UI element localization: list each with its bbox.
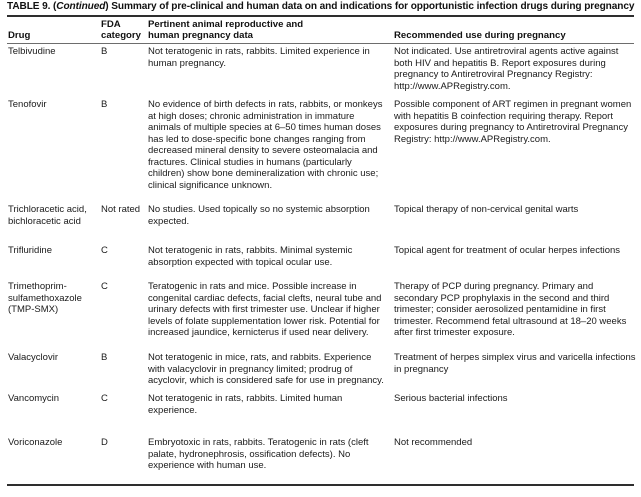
table-title-continued: Continued [56,1,106,12]
cell-drug: Voriconazole [8,437,63,448]
column-header-fda-line2: category [101,30,141,42]
cell-fda-category: B [101,99,108,110]
cell-recommended-use: Therapy of PCP during pregnancy. Primary and secondary PCP prophylaxis in the second and third trimester; consider aerosolized pentamidine in first trimester. Recommend fetal ultrasound at 18–20 weeks after first trimester exposure. [394,281,627,339]
column-header-pertinent-line1: Pertinent animal reproductive and [148,18,304,30]
cell-fda-category: C [101,281,108,292]
cell-pertinent-data: Not teratogenic in mice, rats, and rabbits. Experience with valacyclovir in pregnancy limited; prodrug of acyclovir, which is considered safe for use in pregnancy. [148,352,384,387]
cell-pertinent-data: Not teratogenic in rats, rabbits. Limited human experience. [148,393,343,416]
cell-drug: Trichloracetic acid, bichloracetic acid [8,204,87,227]
table-top-rule [7,15,634,17]
column-header-pertinent-line2: human pregnancy data [148,30,254,42]
cell-recommended-use: Topical agent for treatment of ocular herpes infections [394,245,621,256]
column-header-fda-line1: FDA [101,18,121,30]
cell-fda-category: B [101,46,108,57]
cell-pertinent-data: Not teratogenic in rats, rabbits. Limited experience in human pregnancy. [148,46,370,69]
table-bottom-rule [7,484,634,486]
cell-recommended-use: Not recommended [394,437,473,448]
cell-drug: Telbivudine [8,46,56,57]
cell-drug: Tenofovir [8,99,47,110]
cell-recommended-use: Serious bacterial infections [394,393,508,404]
column-header-pertinent [148,19,388,42]
cell-fda-category: D [101,437,108,448]
cell-drug: Valacyclovir [8,352,58,363]
column-header-recommended: Recommended use during pregnancy [394,30,566,41]
cell-drug: Trimethoprim- sulfamethoxazole (TMP-SMX) [8,281,82,316]
table-title [7,1,637,13]
table-title-suffix: ) Summary of pre-clinical and human data on and indications for opportunistic infection drugs during pregnancy [105,1,635,12]
table-header-rule [7,43,634,44]
cell-fda-category: Not rated [101,204,141,215]
cell-pertinent-data: No evidence of birth defects in rats, rabbits, or monkeys at high doses; chronic administration in immature animals of multiple species at 6–50 times human doses has led to dose-specific bone changes ranging from decreased mineral density to severe osteomalacia and fractures. Clinical studies in humans (particularly children) show bone demineralization with chronic use; clinical significance unknown. [148,99,383,191]
table-title-prefix: TABLE 9. ( [7,1,57,12]
cell-fda-category: C [101,245,108,256]
cell-pertinent-data: No studies. Used topically so no systemic absorption expected. [148,204,370,227]
cell-recommended-use: Possible component of ART regimen in pregnant women with hepatitis B coinfection requiring therapy. Report exposures during pregnancy to Antiretroviral Pregnancy Registry: http://www.APRegistry.com. [394,99,632,145]
cell-drug: Vancomycin [8,393,60,404]
cell-drug: Trifluridine [8,245,52,256]
cell-pertinent-data: Teratogenic in rats and mice. Possible increase in congenital cardiac defects, facial clefts, neural tube and urinary defects with first trimester use. Unclear if higher levels of folate supplementation lower risk. Potential for increased jaundice, kernicterus if used near delivery. [148,281,382,339]
cell-recommended-use: Treatment of herpes simplex virus and varicella infections in pregnancy [394,352,636,375]
cell-pertinent-data: Not teratogenic in rats, rabbits. Minimal systemic absorption expected with topical ocular use. [148,245,353,268]
column-header-drug: Drug [8,30,31,41]
cell-recommended-use: Not indicated. Use antiretroviral agents active against both HIV and hepatitis B. Report exposures during pregnancy to Antiretroviral Pregnancy Registry: http://www.APRegistry.com. [394,46,619,92]
cell-recommended-use: Topical therapy of non-cervical genital warts [394,204,579,215]
cell-fda-category: C [101,393,108,404]
cell-pertinent-data: Embryotoxic in rats, rabbits. Teratogenic in rats (cleft palate, hydronephrosis, ossification defects). No experience with human use. [148,437,369,472]
cell-fda-category: B [101,352,108,363]
